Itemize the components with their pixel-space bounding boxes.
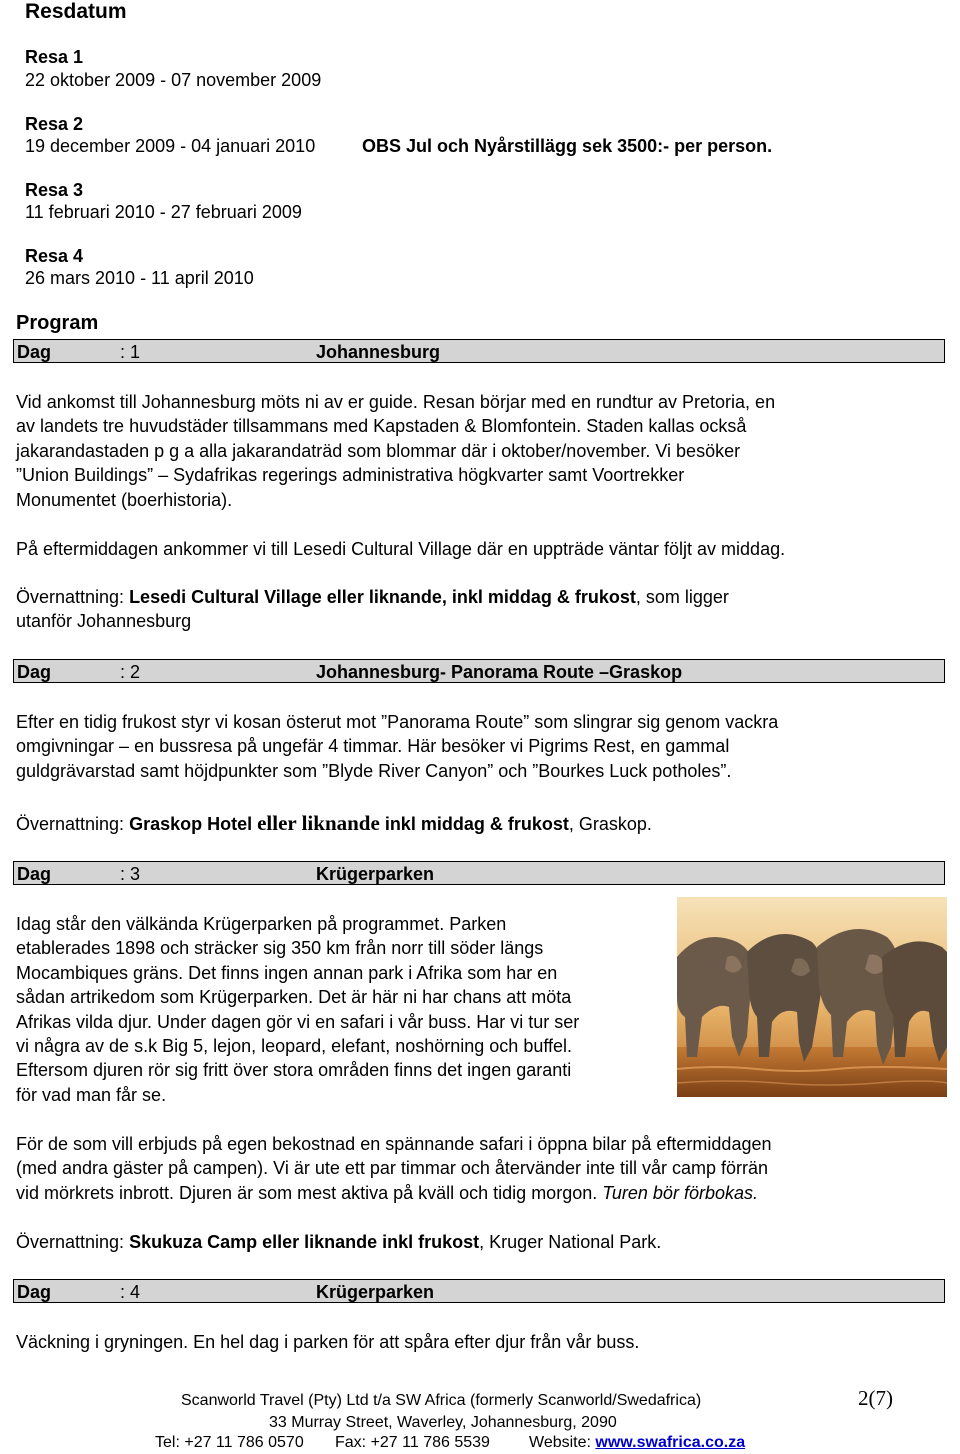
- overnight-hotel: Graskop Hotel: [129, 814, 258, 834]
- trip-3-label: Resa 3: [25, 180, 84, 200]
- footer-company: Scanworld Travel (Pty) Ltd t/a SW Africa (formerly Scanworld/Swedafrica): [181, 1392, 702, 1409]
- overnight-meals: inkl middag & frukost: [379, 814, 569, 834]
- day-1-place: Johannesburg: [316, 342, 441, 362]
- day-1-dag: Dag: [17, 342, 52, 362]
- footer-address: 33 Murray Street, Waverley, Johannesburg, 2090: [269, 1414, 617, 1431]
- day-2-header: [13, 659, 945, 683]
- text-line: ”Union Buildings” – Sydafrikas regerings administrativa högkvarter samt Voortrekker: [16, 465, 685, 486]
- text-line: vi några av de s.k Big 5, lejon, leopard, elefant, noshörning och buffel.: [16, 1036, 573, 1057]
- day-1-afternoon: [16, 537, 785, 561]
- overnight-rest: , Graskop.: [568, 814, 652, 834]
- overnight-line-2: utanför Johannesburg: [16, 611, 192, 632]
- day-3-number: : 3: [120, 864, 141, 884]
- trip-4-label: Resa 4: [25, 246, 84, 266]
- text-line: Efter en tidig frukost styr vi kosan österut mot ”Panorama Route” som slingrar sig genom vackra: [16, 712, 779, 732]
- text-line: omgivningar – en bussresa på ungefär 4 timmar. Här besöker vi Pigrims Rest, en gammal: [16, 736, 730, 757]
- text-line: av landets tre huvudstäder tillsammans med Kapstaden & Blomfontein. Staden kallas också: [16, 416, 747, 437]
- text-line: Monumentet (boerhistoria).: [16, 489, 233, 510]
- text-line: Vid ankomst till Johannesburg möts ni av er guide. Resan börjar med en rundtur av Pretoria, en: [16, 392, 776, 412]
- day-2-overnight: [16, 811, 652, 836]
- overnight-line: [16, 585, 729, 609]
- text-line: På eftermiddagen ankommer vi till Lesedi Cultural Village där en uppträde väntar följt av middag.: [16, 539, 786, 559]
- text-line: jakarandastaden p g a alla jakarandaträd som blommar där i oktober/november. Vi besöker: [16, 440, 741, 461]
- footer-tel: Tel: +27 11 786 0570: [155, 1434, 304, 1451]
- day-4-dag: Dag: [17, 1282, 52, 1302]
- overnight-hotel: Skukuza Camp eller liknande inkl frukost: [129, 1232, 480, 1252]
- footer-fax: Fax: +27 11 786 5539: [335, 1434, 490, 1451]
- day-3-overnight: [16, 1230, 661, 1254]
- overnight-line: [16, 811, 652, 836]
- day-4-header: [13, 1279, 945, 1303]
- overnight-label: Övernattning:: [16, 814, 130, 834]
- day-2-description: [16, 710, 778, 783]
- text-line: etablerades 1898 och sträcker sig 350 km från norr till söder längs: [16, 938, 544, 959]
- day-1-overnight: [16, 585, 729, 634]
- text-segment: vid mörkrets inbrott. Djuren är som mest aktiva på kväll och tidig morgon.: [16, 1182, 603, 1203]
- trip-2-dates: 19 december 2009 - 04 januari 2010: [25, 136, 316, 156]
- text-line: (med andra gäster på campen). Vi är ute ett par timmar och återvänder inte till vår camp förrän: [16, 1158, 769, 1179]
- day-1-number: : 1: [120, 342, 141, 362]
- text-line: för vad man får se.: [16, 1084, 167, 1105]
- day-4-description: [16, 1330, 639, 1354]
- trip-1-label: Resa 1: [25, 47, 84, 67]
- day-3-dag: Dag: [17, 864, 52, 884]
- website-label: Website:: [529, 1434, 596, 1451]
- elephant-photo: [677, 897, 947, 1097]
- day-2-number: : 2: [120, 662, 141, 682]
- trip-3-dates: 11 februari 2010 - 27 februari 2009: [25, 202, 302, 222]
- day-3-header: [13, 861, 945, 885]
- text-line: Eftersom djuren rör sig fritt över stora områden finns det ingen garanti: [16, 1060, 572, 1081]
- day-3-extra: [16, 1132, 772, 1205]
- day-3-description: [16, 912, 579, 1107]
- day-2-dag: Dag: [17, 662, 52, 682]
- booking-note: Turen bör förbokas.: [602, 1182, 758, 1203]
- program-heading: Program: [16, 312, 99, 334]
- day-1-header: [13, 339, 945, 363]
- text-line: Idag står den välkända Krügerparken på programmet. Parken: [16, 914, 507, 934]
- text-line: Afrikas vilda djur. Under dagen gör vi en safari i vår buss. Har vi tur ser: [16, 1011, 580, 1032]
- trip-2-note: OBS Jul och Nyårstillägg sek 3500:- per person.: [362, 136, 773, 156]
- trip-4-dates: 26 mars 2010 - 11 april 2010: [25, 268, 254, 288]
- text-line: För de som vill erbjuds på egen bekostnad en spännande safari i öppna bilar på eftermiddagen: [16, 1134, 772, 1154]
- day-3-place: Krügerparken: [316, 864, 435, 884]
- overnight-alternative: eller liknande: [257, 811, 380, 835]
- text-line: Mocambiques gräns. Det finns ingen annan park i Afrika som har en: [16, 962, 558, 983]
- text-line: sådan artrikedom som Krügerparken. Det är här ni har chans att möta: [16, 987, 572, 1008]
- overnight-label: Övernattning:: [16, 1232, 130, 1252]
- text-line: [16, 1181, 772, 1205]
- overnight-hotel: Lesedi Cultural Village eller liknande, inkl middag & frukost: [129, 587, 636, 607]
- overnight-rest: , Kruger National Park.: [479, 1232, 662, 1252]
- day-4-place: Krügerparken: [316, 1282, 435, 1302]
- trip-2-label: Resa 2: [25, 114, 84, 134]
- page-title: Resdatum: [25, 0, 127, 23]
- day-1-description: [16, 390, 775, 512]
- text-line: Väckning i gryningen. En hel dag i parken för att spåra efter djur från vår buss.: [16, 1332, 640, 1352]
- day-2-place: Johannesburg- Panorama Route –Graskop: [316, 662, 683, 682]
- page-number: 2(7): [858, 1386, 893, 1410]
- trip-1-dates: 22 oktober 2009 - 07 november 2009: [25, 70, 322, 90]
- website-link[interactable]: www.swafrica.co.za: [595, 1434, 746, 1451]
- text-line: guldgrävarstad samt höjdpunkter som ”Blyde River Canyon” och ”Bourkes Luck potholes”.: [16, 760, 732, 781]
- footer-website: [529, 1432, 745, 1454]
- day-4-number: : 4: [120, 1282, 141, 1302]
- overnight-line: [16, 1230, 661, 1254]
- overnight-label: Övernattning:: [16, 587, 130, 607]
- overnight-rest: , som ligger: [635, 587, 729, 607]
